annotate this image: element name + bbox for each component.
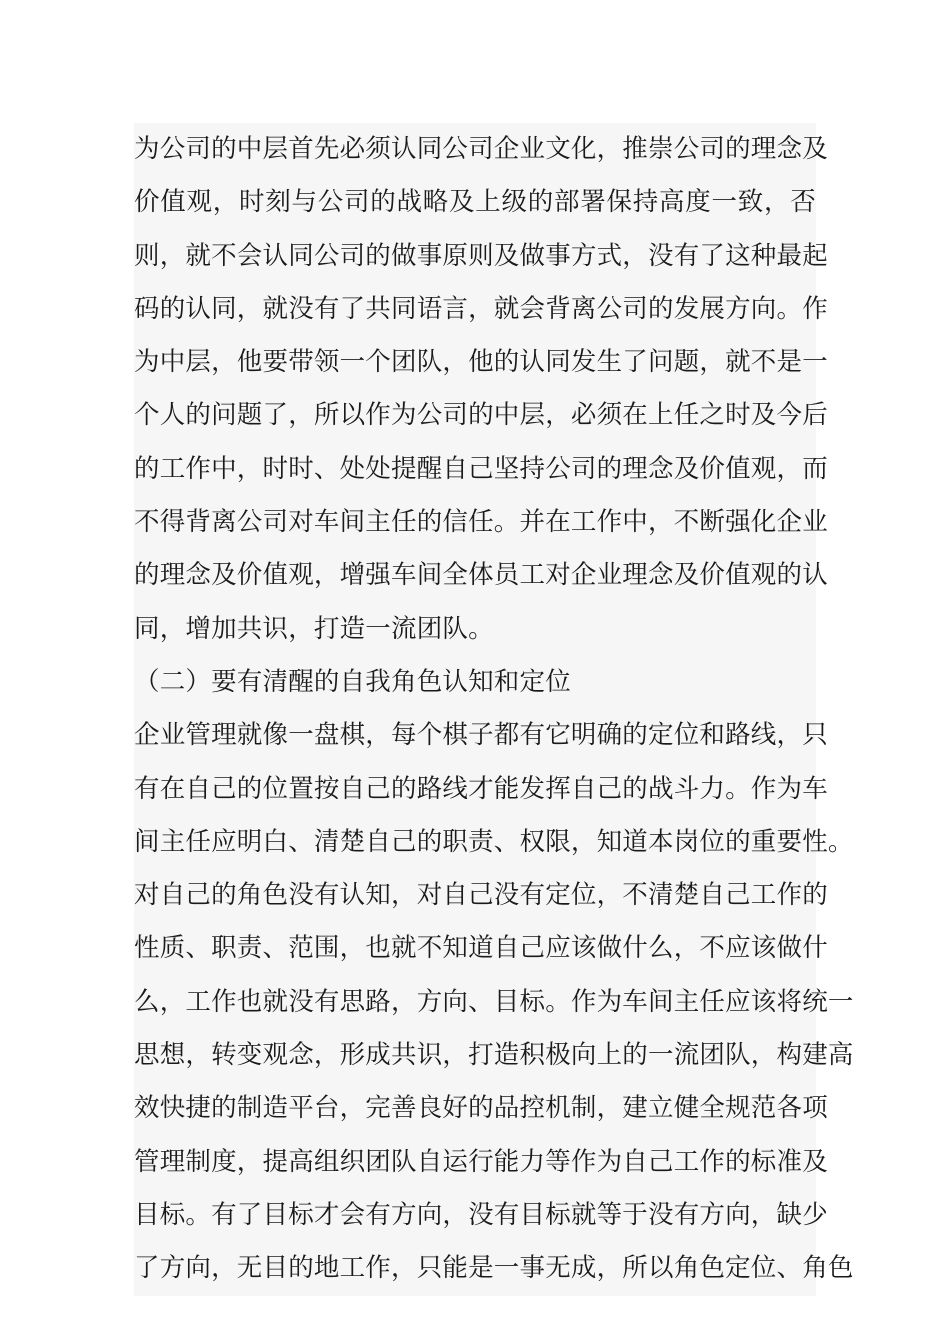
document-body — [134, 123, 854, 1296]
text-line: 码的认同，就没有了共同语言，就会背离公司的发展方向。作 — [134, 293, 828, 324]
text-line: 的工作中，时时、处处提醒自己坚持公司的理念及价值观，而 — [134, 453, 828, 484]
text-line: 企业管理就像一盘棋，每个棋子都有它明确的定位和路线，只 — [134, 720, 828, 751]
text-line: 效快捷的制造平台，完善良好的品控机制，建立健全规范各项 — [134, 1093, 828, 1124]
text-line: 性质、职责、范围，也就不知道自己应该做什么，不应该做什 — [134, 933, 828, 964]
text-line: 目标。有了目标才会有方向，没有目标就等于没有方向，缺少 — [134, 1199, 828, 1230]
text-line: 不得背离公司对车间主任的信任。并在工作中，不断强化企业 — [134, 507, 828, 538]
text-line: 有在自己的位置按自己的路线才能发挥自己的战斗力。作为车 — [134, 773, 828, 804]
text-line: 则，就不会认同公司的做事原则及做事方式，没有了这种最起 — [134, 240, 828, 271]
text-line: 个人的问题了，所以作为公司的中层，必须在上任之时及今后 — [134, 400, 828, 431]
text-line: 思想，转变观念，形成共识，打造积极向上的一流团队，构建高 — [134, 1040, 854, 1071]
text-line: 价值观，时刻与公司的战略及上级的部署保持高度一致，否 — [134, 187, 816, 218]
section-heading: （二）要有清醒的自我角色认知和定位 — [134, 666, 571, 697]
text-line: 为中层，他要带领一个团队，他的认同发生了问题，就不是一 — [134, 347, 828, 378]
text-line: 么，工作也就没有思路，方向、目标。作为车间主任应该将统一 — [134, 986, 854, 1017]
text-line: 了方向，无目的地工作，只能是一事无成，所以角色定位、角色 — [134, 1253, 854, 1284]
paragraph-end-line: 同，增加共识，打造一流团队。 — [134, 613, 494, 644]
text-line: 为公司的中层首先必须认同公司企业文化，推崇公司的理念及 — [134, 134, 828, 164]
text-line: 管理制度，提高组织团队自运行能力等作为自己工作的标准及 — [134, 1146, 828, 1177]
text-line: 间主任应明白、清楚自己的职责、权限，知道本岗位的重要性。 — [134, 826, 854, 857]
text-line: 的理念及价值观，增强车间全体员工对企业理念及价值观的认 — [134, 560, 828, 591]
text-line: 对自己的角色没有认知，对自己没有定位，不清楚自己工作的 — [134, 880, 828, 911]
